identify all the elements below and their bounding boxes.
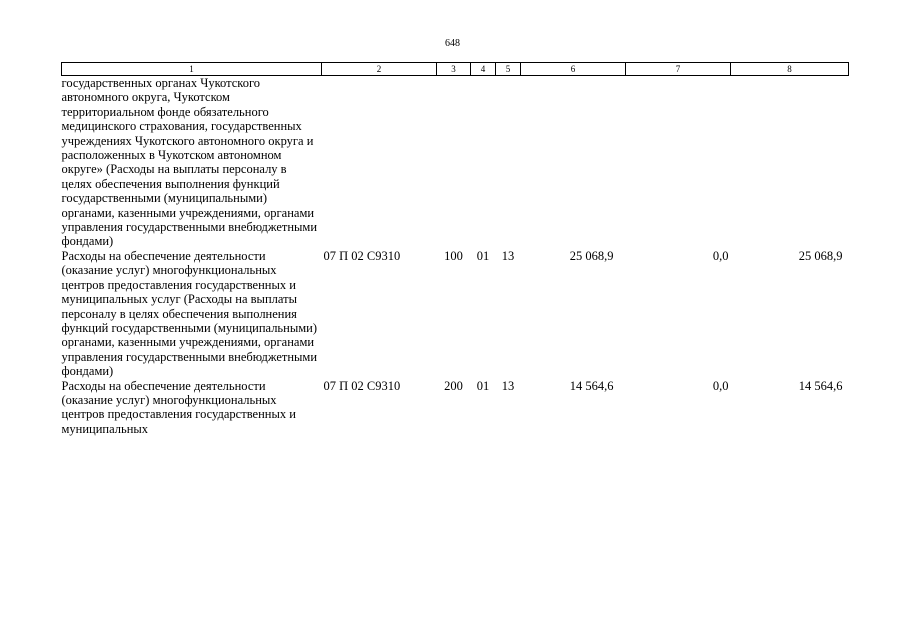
budget-table — [61, 62, 849, 436]
header-col-5: 5 — [496, 63, 521, 76]
row-col-7 — [626, 76, 731, 249]
row-col-3 — [437, 76, 471, 249]
header-col-2: 2 — [322, 63, 437, 76]
row-col-5: 13 — [501, 378, 515, 393]
row-col-7: 0,0 — [712, 248, 729, 263]
header-col-8: 8 — [731, 63, 849, 76]
row-code: 07 П 02 С9310 — [323, 248, 401, 263]
row-col-4 — [471, 76, 496, 249]
row-col-3: 100 — [444, 248, 463, 263]
row-description: Расходы на обеспечение деятельности (оказание услуг) многофункциональных центров предоставления государственных и муниципальных услуг (Расходы на выплаты персоналу в целях обеспечения выполнения функций государственными (муниципальными) органами, казенными учреждениями, органами управления государственными внебюджетными фондами) — [61, 248, 318, 379]
row-col-5 — [496, 76, 521, 249]
row-description: Расходы на обеспечение деятельности (оказание услуг) многофункциональных центров предоставления государственных и муниципальных — [61, 378, 296, 436]
row-col-6: 25 068,9 — [569, 248, 614, 263]
row-col-4: 01 — [476, 248, 490, 263]
header-col-1: 1 — [62, 63, 322, 76]
row-col-8 — [731, 76, 849, 249]
row-description: государственных органах Чукотского автономного округа, Чукотском территориальном фонде обязательного медицинского страхования, государственных учреждениях Чукотского автономного округа и расположенных в Чукотском автономном округе» (Расходы на выплаты персоналу в целях обеспечения выполнения функций государственными (муниципальными) органами, казенными учреждениями, органами управления государственными внебюджетными фондами) — [61, 76, 318, 249]
row-col-6 — [521, 76, 626, 249]
row-col-8: 14 564,6 — [798, 378, 843, 393]
table-row — [62, 249, 849, 379]
table-header — [62, 63, 849, 76]
header-col-4: 4 — [471, 63, 496, 76]
page-number: 648 — [445, 38, 460, 49]
table-row — [62, 379, 849, 437]
row-code: 07 П 02 С9310 — [323, 378, 401, 393]
row-code — [322, 76, 437, 249]
row-col-7: 0,0 — [712, 378, 729, 393]
header-col-7: 7 — [626, 63, 731, 76]
row-col-3: 200 — [444, 378, 463, 393]
row-col-8: 25 068,9 — [798, 248, 843, 263]
table-row — [62, 76, 849, 249]
row-col-6: 14 564,6 — [569, 378, 614, 393]
row-col-5: 13 — [501, 248, 515, 263]
row-col-4: 01 — [476, 378, 490, 393]
header-col-3: 3 — [437, 63, 471, 76]
header-col-6: 6 — [521, 63, 626, 76]
